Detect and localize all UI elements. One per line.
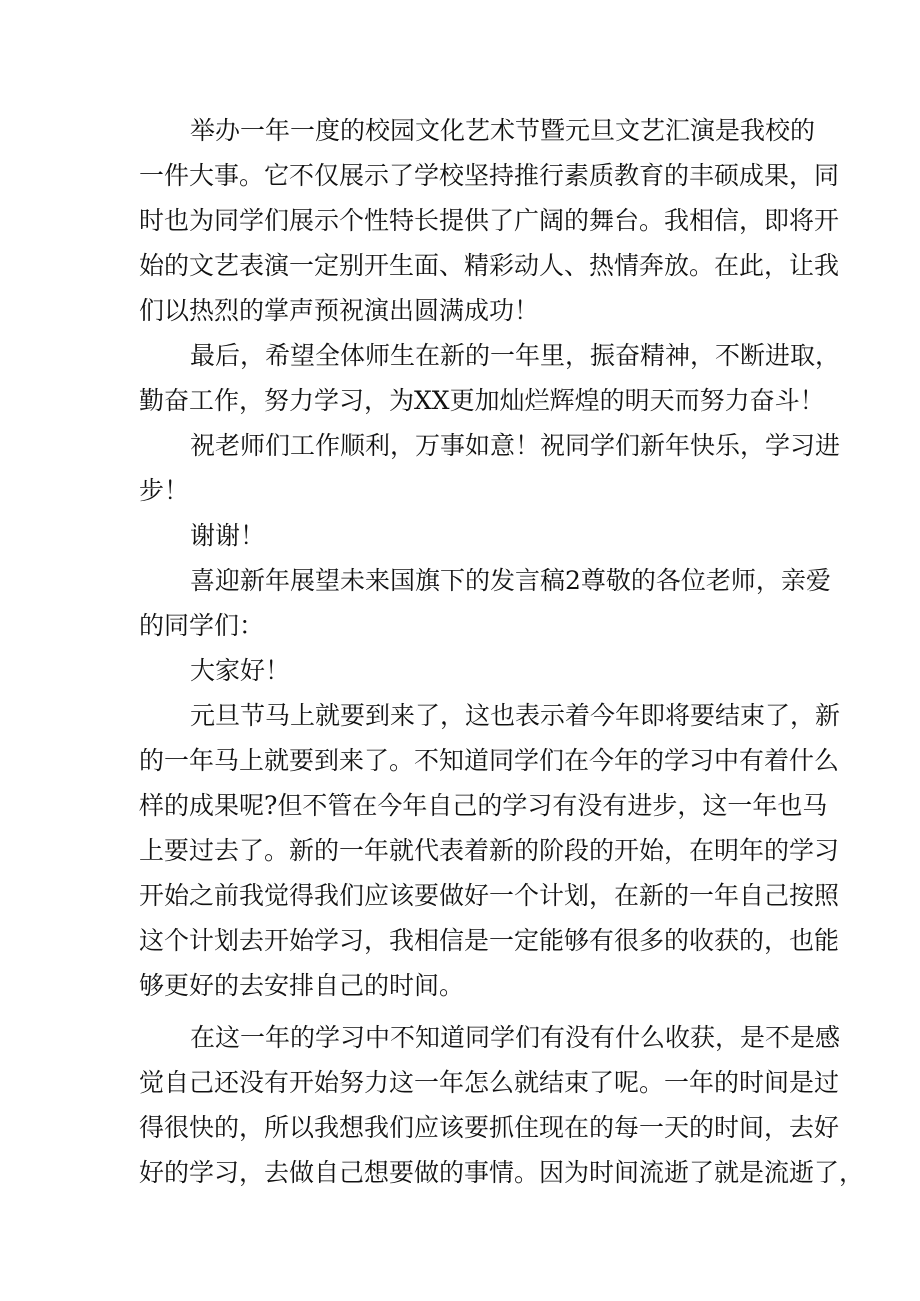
text-line: 时也为同学们展示个性特长提供了广阔的舞台。我相信，即将开 bbox=[139, 206, 840, 235]
text-line: 上要过去了。新的一年就代表着新的阶段的开始，在明年的学习 bbox=[139, 836, 840, 865]
text-line: 谢谢！ bbox=[190, 521, 266, 550]
text-line: 始的文艺表演一定别开生面、精彩动人、热情奔放。在此，让我 bbox=[139, 251, 840, 280]
text-line: 样的成果呢?但不管在今年自己的学习有没有进步，这一年也马 bbox=[139, 791, 828, 820]
text-line: 得很快的，所以我想我们应该要抓住现在的每一天的时间，去好 bbox=[139, 1113, 840, 1142]
text-line: 的同学们： bbox=[139, 611, 265, 640]
text-line: 觉自己还没有开始努力这一年怎么就结束了呢。一年的时间是过 bbox=[139, 1068, 840, 1097]
text-line: 大家好！ bbox=[190, 656, 291, 685]
text-line: 们以热烈的掌声预祝演出圆满成功！ bbox=[139, 296, 540, 325]
text-line: 在这一年的学习中不知道同学们有没有什么收获，是不是感 bbox=[190, 1023, 841, 1052]
text-line: 喜迎新年展望未来国旗下的发言稿2尊敬的各位老师，亲爱 bbox=[190, 566, 831, 595]
text-line: 元旦节马上就要到来了，这也表示着今年即将要结束了，新 bbox=[190, 701, 841, 730]
text-line: 最后，希望全体师生在新的一年里，振奋精神，不断进取， bbox=[190, 341, 841, 370]
document-body bbox=[139, 108, 865, 1195]
text-line: 举办一年一度的校园文化艺术节暨元旦文艺汇演是我校的 bbox=[190, 116, 816, 145]
text-line: 祝老师们工作顺利，万事如意！祝同学们新年快乐，学习进 bbox=[190, 431, 841, 460]
text-line: 够更好的去安排自己的时间。 bbox=[139, 971, 465, 1000]
text-line: 的一年马上就要到来了。不知道同学们在今年的学习中有着什么 bbox=[139, 746, 840, 775]
text-line: 开始之前我觉得我们应该要做好一个计划，在新的一年自己按照 bbox=[139, 881, 840, 910]
text-line: 好的学习，去做自己想要做的事情。因为时间流逝了就是流逝了， bbox=[139, 1158, 865, 1187]
text-line: 这个计划去开始学习，我相信是一定能够有很多的收获的，也能 bbox=[139, 926, 840, 955]
text-line: 一件大事。它不仅展示了学校坚持推行素质教育的丰硕成果，同 bbox=[139, 161, 840, 190]
text-line: 步！ bbox=[139, 476, 190, 505]
text-line: 勤奋工作，努力学习，为XX更加灿烂辉煌的明天而努力奋斗！ bbox=[139, 386, 825, 415]
